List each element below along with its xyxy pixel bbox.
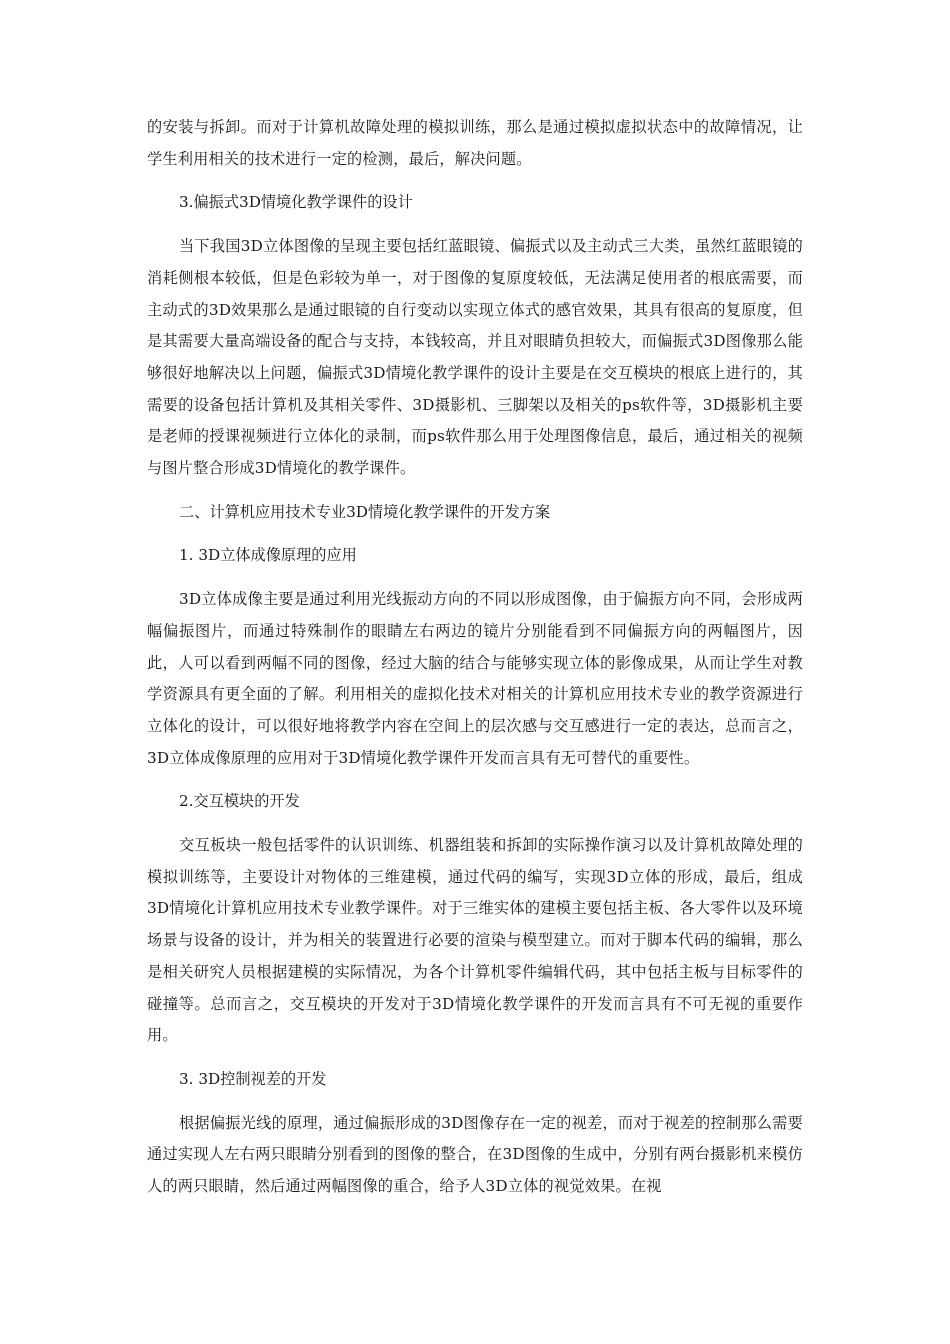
paragraph-interaction-module: 交互板块一般包括零件的认识训练、机器组装和拆卸的实际操作演习以及计算机故障处理的模拟训练等，主要设计对物体的三维建模，通过代码的编写，实现3D立体的形成，最后，组成3D情境化计算机应用技术专业教学课件。对于三维实体的建模主要包括主板、各大零件以及环境场景与设备的设计，并为相关的装置进行必要的渲染与模型建立。而对于脚本代码的编辑，那么是相关研究人员根据建模的实际情况，为各个计算机零件编辑代码，其中包括主板与目标零件的碰撞等。总而言之，交互模块的开发对于3D情境化教学课件的开发而言具有不可无视的重要作用。 (147, 836, 803, 1045)
section-heading-parallax-control: 3. 3D控制视差的开发 (179, 1069, 327, 1088)
section-heading-polarized-design: 3.偏振式3D情境化教学课件的设计 (179, 193, 413, 212)
paragraph-parallax-control: 根据偏振光线的原理，通过偏振形成的3D图像存在一定的视差，而对于视差的控制那么需要通过实现人左右两只眼睛分别看到的图像的整合，在3D图像的生成中，分别有两台摄影机来模仿人的两只眼睛，然后通过两幅图像的重合，给予人3D立体的视觉效果。在视 (147, 1113, 803, 1196)
spacer (147, 485, 803, 497)
spacer (147, 528, 803, 540)
document-page (147, 112, 803, 1203)
spacer (147, 175, 803, 187)
paragraph-polarized-design: 当下我国3D立体图像的呈现主要包括红蓝眼镜、偏振式以及主动式三大类，虽然红蓝眼镜的消耗侧根本较低，但是色彩较为单一，对于图像的复原度较低，无法满足使用者的根底需要，而主动式的3D效果那么是通过眼镜的自行变动以实现立体式的感官效果，其具有很高的复原度，但是其需要大量高端设备的配合与支持，本钱较高，并且对眼睛负担较大，而偏振式3D图像那么能够很好地解决以上问题，偏振式3D情境化教学课件的设计主要是在交互模块的根底上进行的，其需要的设备包括计算机及其相关零件、3D摄影机、三脚架以及相关的ps软件等，3D摄影机主要是老师的授课视频进行立体化的录制，而ps软件那么用于处理图像信息，最后，通过相关的视频与图片整合形成3D情境化的教学课件。 (147, 237, 803, 478)
spacer (147, 1096, 803, 1108)
spacer (147, 572, 803, 584)
paragraph-intro: 的安装与拆卸。而对于计算机故障处理的模拟训练，那么是通过模拟虚拟状态中的故障情况，让学生利用相关的技术进行一定的检测，最后，解决问题。 (147, 118, 803, 168)
spacer (147, 774, 803, 786)
section-heading-3d-imaging: 1. 3D立体成像原理的应用 (179, 546, 357, 565)
section-heading-interaction-module: 2.交互模块的开发 (179, 792, 300, 811)
spacer (147, 1052, 803, 1064)
paragraph-3d-imaging: 3D立体成像主要是通过利用光线振动方向的不同以形成图像，由于偏振方向不同，会形成两幅偏振图片，而通过特殊制作的眼睛左右两边的镜片分别能看到不同偏振方向的两幅图片，因此，人可以看到两幅不同的图像，经过大脑的结合与能够实现立体的影像成果，从而让学生对教学资源具有更全面的了解。利用相关的虚拟化技术对相关的计算机应用技术专业的教学资源进行立体化的设计，可以很好地将教学内容在空间上的层次感与交互感进行一定的表达，总而言之，3D立体成像原理的应用对于3D情境化教学课件开发而言具有无可替代的重要性。 (147, 590, 803, 767)
spacer (147, 818, 803, 830)
spacer (147, 219, 803, 231)
chapter-heading-development-plan: 二、计算机应用技术专业3D情境化教学课件的开发方案 (179, 502, 551, 521)
